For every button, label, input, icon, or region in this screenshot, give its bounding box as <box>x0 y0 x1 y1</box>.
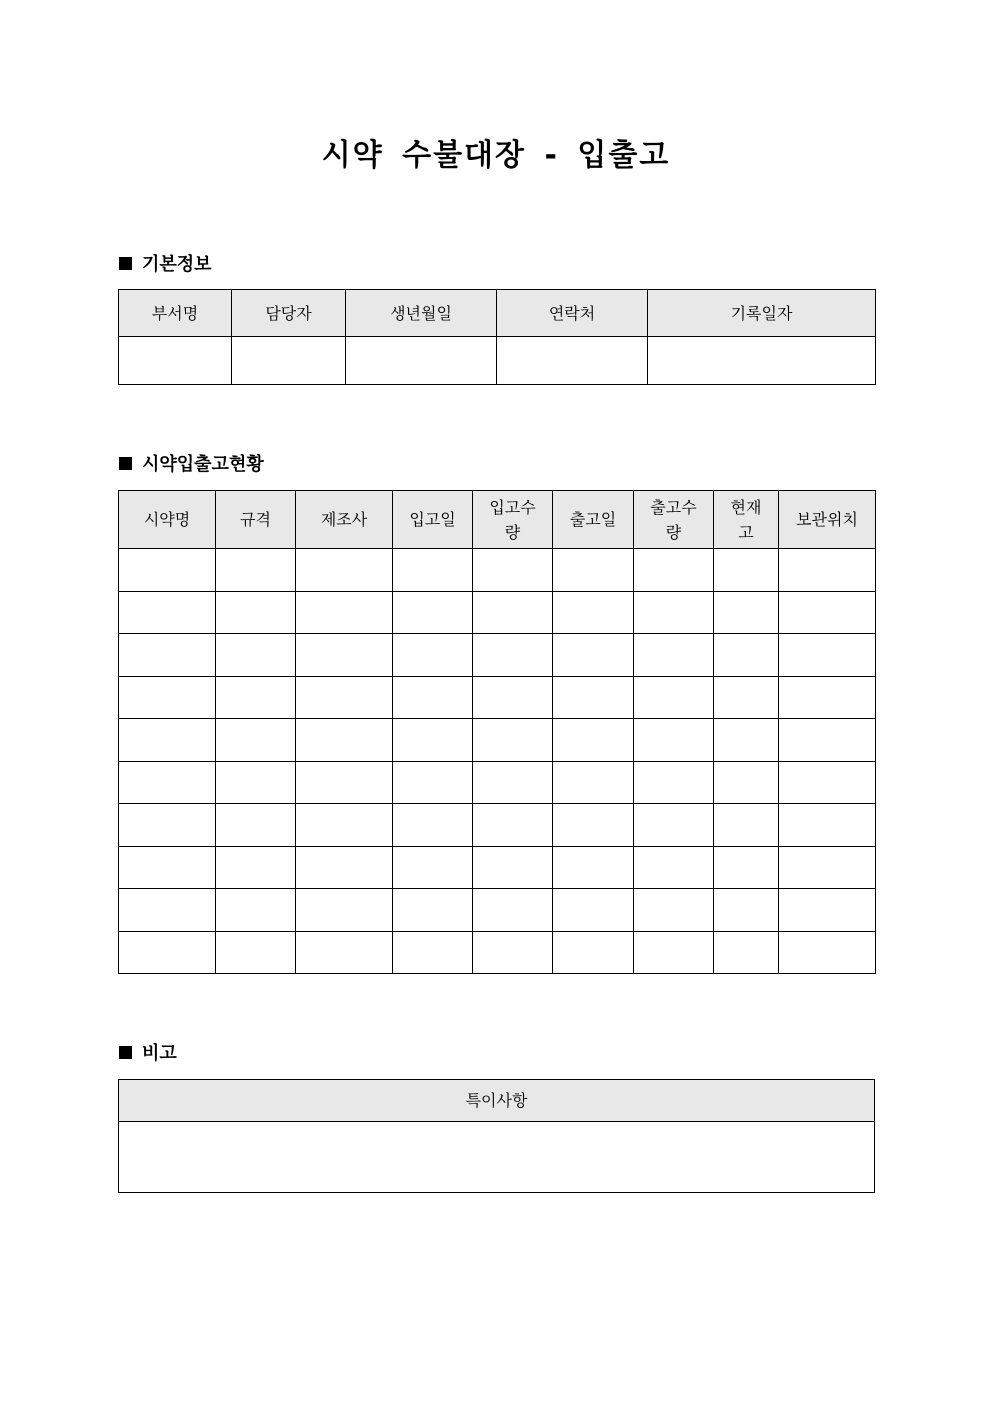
spec-cell[interactable] <box>216 549 296 592</box>
reagent-name-cell[interactable] <box>119 846 216 889</box>
spec-cell[interactable] <box>216 591 296 634</box>
column-header-contact: 연락처 <box>497 290 648 337</box>
storage-location-cell[interactable] <box>779 634 876 677</box>
reagent-name-cell[interactable] <box>119 761 216 804</box>
out-date-cell[interactable] <box>553 846 634 889</box>
table-row <box>119 1122 875 1193</box>
in-qty-cell[interactable] <box>473 889 553 932</box>
manufacturer-cell[interactable] <box>296 549 393 592</box>
column-header-record-date: 기록일자 <box>648 290 876 337</box>
current-stock-cell[interactable] <box>714 634 779 677</box>
out-date-cell[interactable] <box>553 931 634 974</box>
spec-cell[interactable] <box>216 719 296 762</box>
current-stock-cell[interactable] <box>714 889 779 932</box>
manufacturer-cell[interactable] <box>296 761 393 804</box>
spec-cell[interactable] <box>216 931 296 974</box>
square-bullet-icon <box>119 1046 132 1059</box>
column-header-manager: 담당자 <box>232 290 346 337</box>
table-row <box>119 676 876 719</box>
table-row <box>119 337 876 385</box>
reagent-inout-table <box>118 490 876 974</box>
spec-cell[interactable] <box>216 889 296 932</box>
out-date-cell[interactable] <box>553 889 634 932</box>
column-header-special-notes: 특이사항 <box>119 1080 875 1122</box>
column-header-out-qty: 출고수 량 <box>634 491 714 549</box>
reagent-name-cell[interactable] <box>119 804 216 847</box>
column-header-department: 부서명 <box>119 290 232 337</box>
storage-location-cell[interactable] <box>779 889 876 932</box>
in-date-cell[interactable] <box>393 549 473 592</box>
out-qty-cell[interactable] <box>634 591 714 634</box>
out-date-cell[interactable] <box>553 804 634 847</box>
column-header-reagent-name: 시약명 <box>119 491 216 549</box>
column-header-birthdate: 생년월일 <box>346 290 497 337</box>
in-date-cell[interactable] <box>393 804 473 847</box>
in-qty-cell[interactable] <box>473 846 553 889</box>
out-qty-cell[interactable] <box>634 804 714 847</box>
column-header-storage-location: 보관위치 <box>779 491 876 549</box>
out-date-cell[interactable] <box>553 676 634 719</box>
current-stock-cell[interactable] <box>714 761 779 804</box>
out-date-cell[interactable] <box>553 761 634 804</box>
manufacturer-cell[interactable] <box>296 634 393 677</box>
in-qty-cell[interactable] <box>473 761 553 804</box>
department-cell[interactable] <box>119 337 232 385</box>
column-header-spec: 규격 <box>216 491 296 549</box>
table-row <box>119 634 876 677</box>
section-heading-reagent-status <box>119 453 264 477</box>
spec-cell[interactable] <box>216 676 296 719</box>
reagent-name-cell[interactable] <box>119 719 216 762</box>
spec-cell[interactable] <box>216 846 296 889</box>
in-date-cell[interactable] <box>393 889 473 932</box>
table-row <box>119 804 876 847</box>
in-date-cell[interactable] <box>393 931 473 974</box>
table-row <box>119 719 876 762</box>
current-stock-cell[interactable] <box>714 846 779 889</box>
storage-location-cell[interactable] <box>779 549 876 592</box>
reagent-name-cell[interactable] <box>119 889 216 932</box>
column-header-in-qty: 입고수 량 <box>473 491 553 549</box>
in-date-cell[interactable] <box>393 846 473 889</box>
document-title: 시약 수불대장 - 입출고 <box>321 138 671 173</box>
out-qty-cell[interactable] <box>634 676 714 719</box>
out-date-cell[interactable] <box>553 549 634 592</box>
current-stock-cell[interactable] <box>714 676 779 719</box>
column-header-manufacturer: 제조사 <box>296 491 393 549</box>
out-qty-cell[interactable] <box>634 719 714 762</box>
table-row <box>119 931 876 974</box>
storage-location-cell[interactable] <box>779 931 876 974</box>
in-date-cell[interactable] <box>393 719 473 762</box>
table-row <box>119 761 876 804</box>
manufacturer-cell[interactable] <box>296 889 393 932</box>
out-qty-cell[interactable] <box>634 846 714 889</box>
current-stock-cell[interactable] <box>714 804 779 847</box>
reagent-name-cell[interactable] <box>119 549 216 592</box>
storage-location-cell[interactable] <box>779 719 876 762</box>
out-qty-cell[interactable] <box>634 549 714 592</box>
in-qty-cell[interactable] <box>473 549 553 592</box>
basic-info-table <box>118 289 876 385</box>
contact-cell[interactable] <box>497 337 648 385</box>
reagent-name-cell[interactable] <box>119 676 216 719</box>
manufacturer-cell[interactable] <box>296 804 393 847</box>
storage-location-cell[interactable] <box>779 804 876 847</box>
current-stock-cell[interactable] <box>714 591 779 634</box>
section-heading-label: 비고 <box>142 1043 177 1064</box>
out-date-cell[interactable] <box>553 719 634 762</box>
current-stock-cell[interactable] <box>714 719 779 762</box>
storage-location-cell[interactable] <box>779 761 876 804</box>
remarks-table <box>118 1079 875 1193</box>
out-date-cell[interactable] <box>553 591 634 634</box>
manufacturer-cell[interactable] <box>296 719 393 762</box>
square-bullet-icon <box>119 257 132 270</box>
table-header-row <box>119 1080 875 1122</box>
table-row <box>119 889 876 932</box>
in-qty-cell[interactable] <box>473 634 553 677</box>
in-qty-cell[interactable] <box>473 804 553 847</box>
in-qty-cell[interactable] <box>473 931 553 974</box>
square-bullet-icon <box>119 457 132 470</box>
section-heading-basic-info <box>119 253 212 277</box>
manager-cell[interactable] <box>232 337 346 385</box>
table-row <box>119 549 876 592</box>
in-date-cell[interactable] <box>393 591 473 634</box>
manufacturer-cell[interactable] <box>296 846 393 889</box>
storage-location-cell[interactable] <box>779 846 876 889</box>
table-row <box>119 846 876 889</box>
out-qty-cell[interactable] <box>634 634 714 677</box>
table-header-row <box>119 491 876 549</box>
storage-location-cell[interactable] <box>779 676 876 719</box>
manufacturer-cell[interactable] <box>296 931 393 974</box>
birthdate-cell[interactable] <box>346 337 497 385</box>
spec-cell[interactable] <box>216 804 296 847</box>
in-qty-cell[interactable] <box>473 719 553 762</box>
spec-cell[interactable] <box>216 634 296 677</box>
table-header-row <box>119 290 876 337</box>
column-header-current-stock: 현재 고 <box>714 491 779 549</box>
manufacturer-cell[interactable] <box>296 591 393 634</box>
in-qty-cell[interactable] <box>473 676 553 719</box>
out-qty-cell[interactable] <box>634 931 714 974</box>
out-date-cell[interactable] <box>553 634 634 677</box>
section-heading-label: 시약입출고현황 <box>142 454 264 475</box>
in-date-cell[interactable] <box>393 676 473 719</box>
column-header-out-date: 출고일 <box>553 491 634 549</box>
in-date-cell[interactable] <box>393 761 473 804</box>
reagent-name-cell[interactable] <box>119 931 216 974</box>
in-date-cell[interactable] <box>393 634 473 677</box>
record-date-cell[interactable] <box>648 337 876 385</box>
column-header-in-date: 입고일 <box>393 491 473 549</box>
out-qty-cell[interactable] <box>634 889 714 932</box>
current-stock-cell[interactable] <box>714 549 779 592</box>
out-qty-cell[interactable] <box>634 761 714 804</box>
special-notes-cell[interactable] <box>119 1122 875 1193</box>
current-stock-cell[interactable] <box>714 931 779 974</box>
spec-cell[interactable] <box>216 761 296 804</box>
storage-location-cell[interactable] <box>779 591 876 634</box>
in-qty-cell[interactable] <box>473 591 553 634</box>
section-heading-remarks <box>119 1042 177 1066</box>
reagent-name-cell[interactable] <box>119 591 216 634</box>
manufacturer-cell[interactable] <box>296 676 393 719</box>
table-row <box>119 591 876 634</box>
reagent-name-cell[interactable] <box>119 634 216 677</box>
reagent-table-body <box>119 549 876 974</box>
section-heading-label: 기본정보 <box>142 254 212 275</box>
